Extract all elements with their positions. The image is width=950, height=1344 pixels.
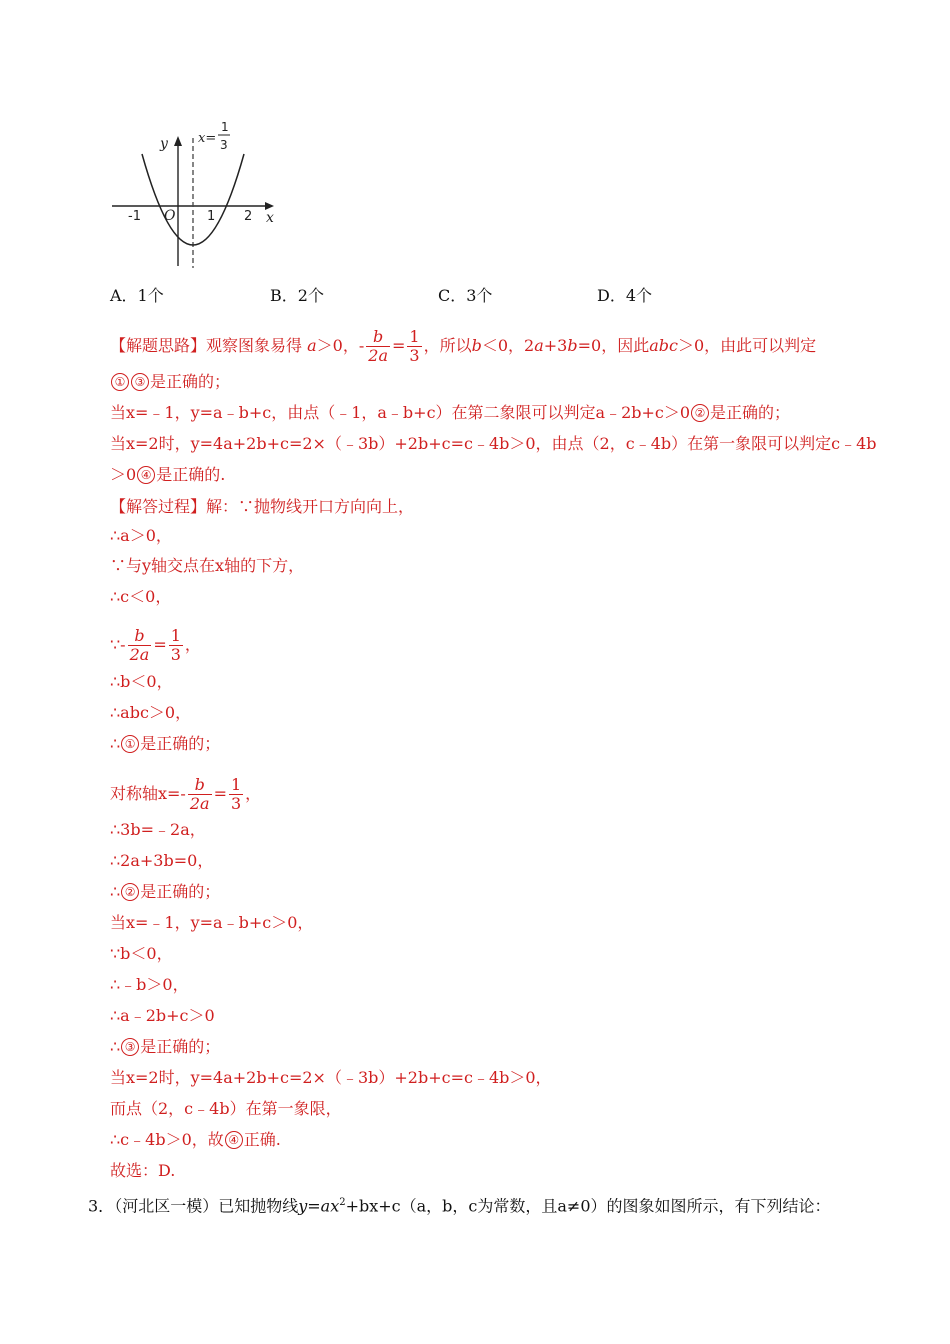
tick-neg1: -1: [128, 209, 141, 224]
solution-line-6: ∴abc＞0，: [110, 703, 192, 722]
y-label: y: [160, 136, 168, 152]
analysis-label: 【解题思路】: [110, 336, 207, 355]
tick-2: 2: [244, 209, 253, 224]
fraction-b-2a: $\frac{b}{2a}$: [129, 626, 150, 664]
solution-line-5: ∴b＜0，: [110, 672, 173, 691]
origin-label: O: [164, 208, 176, 224]
solution-line-7: ∴ ① 是正确的；: [110, 734, 221, 753]
fraction-b-2a: $\frac{b}{2a}$: [189, 775, 210, 813]
solution-line-11: ∴ ② 是正确的；: [110, 882, 221, 901]
axis-eq-num: 1: [221, 120, 229, 134]
y-axis-arrow: [174, 136, 182, 146]
solution-line-12: 当x=﹣1，y=a﹣b+c＞0，: [110, 913, 314, 932]
solution-line-1: ∴a＞0，: [110, 526, 172, 545]
option-a: A．1个: [110, 286, 164, 305]
fraction-b-2a: $\frac{b}{2a}$: [368, 327, 388, 365]
solution-line-0: 【解答过程】解：∵抛物线开口方向向上，: [110, 497, 415, 516]
solution-line-14: ∴﹣b＞0，: [110, 975, 189, 994]
analysis-line-1: 【解题思路】观察图象易得 a＞0，- $\frac{b}{2a}$ = $\frac{1}{3}$ ，所以b＜0，2a+3b=0，因此abc＞0，由此可以判定: [110, 327, 817, 365]
question-3: 3．（河北区一模）已知抛物线$y=ax^2+bx+c(a$，b，c为常数，且a≠0）的图象如图所示，有下列结论：: [88, 1196, 831, 1216]
solution-line-15: ∴a﹣2b+c＞0: [110, 1006, 215, 1025]
parabola-curve: [142, 154, 244, 245]
solution-line-17: 当x=2时，y=4a+2b+c=2×（﹣3b）+2b+c=c﹣4b＞0，: [110, 1068, 552, 1087]
solution-label: 【解答过程】: [110, 497, 207, 516]
analysis-line-3: 当x=﹣1，y=a﹣b+c，由点（﹣1，a﹣b+c）在第二象限可以判定a﹣2b+c＞0 ② 是正确的；: [110, 403, 791, 422]
solution-line-19: ∴c﹣4b＞0，故 ④ 正确.: [110, 1130, 281, 1149]
fraction-1-3: $\frac{1}{3}$: [170, 626, 181, 664]
question-number: 3．: [88, 1196, 115, 1216]
axis-eq-label: x=: [198, 131, 217, 146]
solution-line-13: ∵b＜0，: [110, 944, 173, 963]
analysis-line-4: 当x=2时，y=4a+2b+c=2×（﹣3b）+2b+c=c﹣4b＞0，由点（2，c﹣4b）在第一象限可以判定c﹣4b: [110, 434, 877, 453]
solution-line-2: ∵与y轴交点在x轴的下方，: [110, 556, 305, 575]
option-b: B．2个: [270, 286, 324, 305]
x-axis-arrow: [265, 202, 274, 210]
solution-line-10: ∴2a+3b=0，: [110, 851, 214, 870]
option-c: C．3个: [438, 286, 493, 305]
parabola-graph: [108, 116, 288, 276]
option-d: D．4个: [597, 286, 653, 305]
axis-eq-den: 3: [220, 138, 228, 152]
analysis-line-5: ＞0 ④ 是正确的.: [110, 465, 226, 484]
solution-line-9: ∴3b=﹣2a，: [110, 820, 206, 839]
x-label: x: [266, 210, 274, 226]
solution-line-20: 故选：D.: [110, 1161, 176, 1180]
solution-line-3: ∴c＜0，: [110, 587, 172, 606]
solution-line-18: 而点（2，c﹣4b）在第一象限，: [110, 1099, 342, 1118]
fraction-1-3: $\frac{1}{3}$: [230, 775, 242, 813]
solution-line-16: ∴ ③ 是正确的；: [110, 1037, 221, 1056]
solution-line-8: 对称轴x=- $\frac{b}{2a}$ = $\frac{1}{3}$ ，: [110, 775, 262, 813]
tick-1: 1: [207, 209, 216, 224]
solution-line-4: ∵- $\frac{b}{2a}$ = $\frac{1}{3}$ ，: [110, 626, 201, 664]
analysis-line-2: ① ③ 是正确的；: [110, 372, 230, 392]
fraction-1-3: $\frac{1}{3}$: [409, 327, 420, 365]
